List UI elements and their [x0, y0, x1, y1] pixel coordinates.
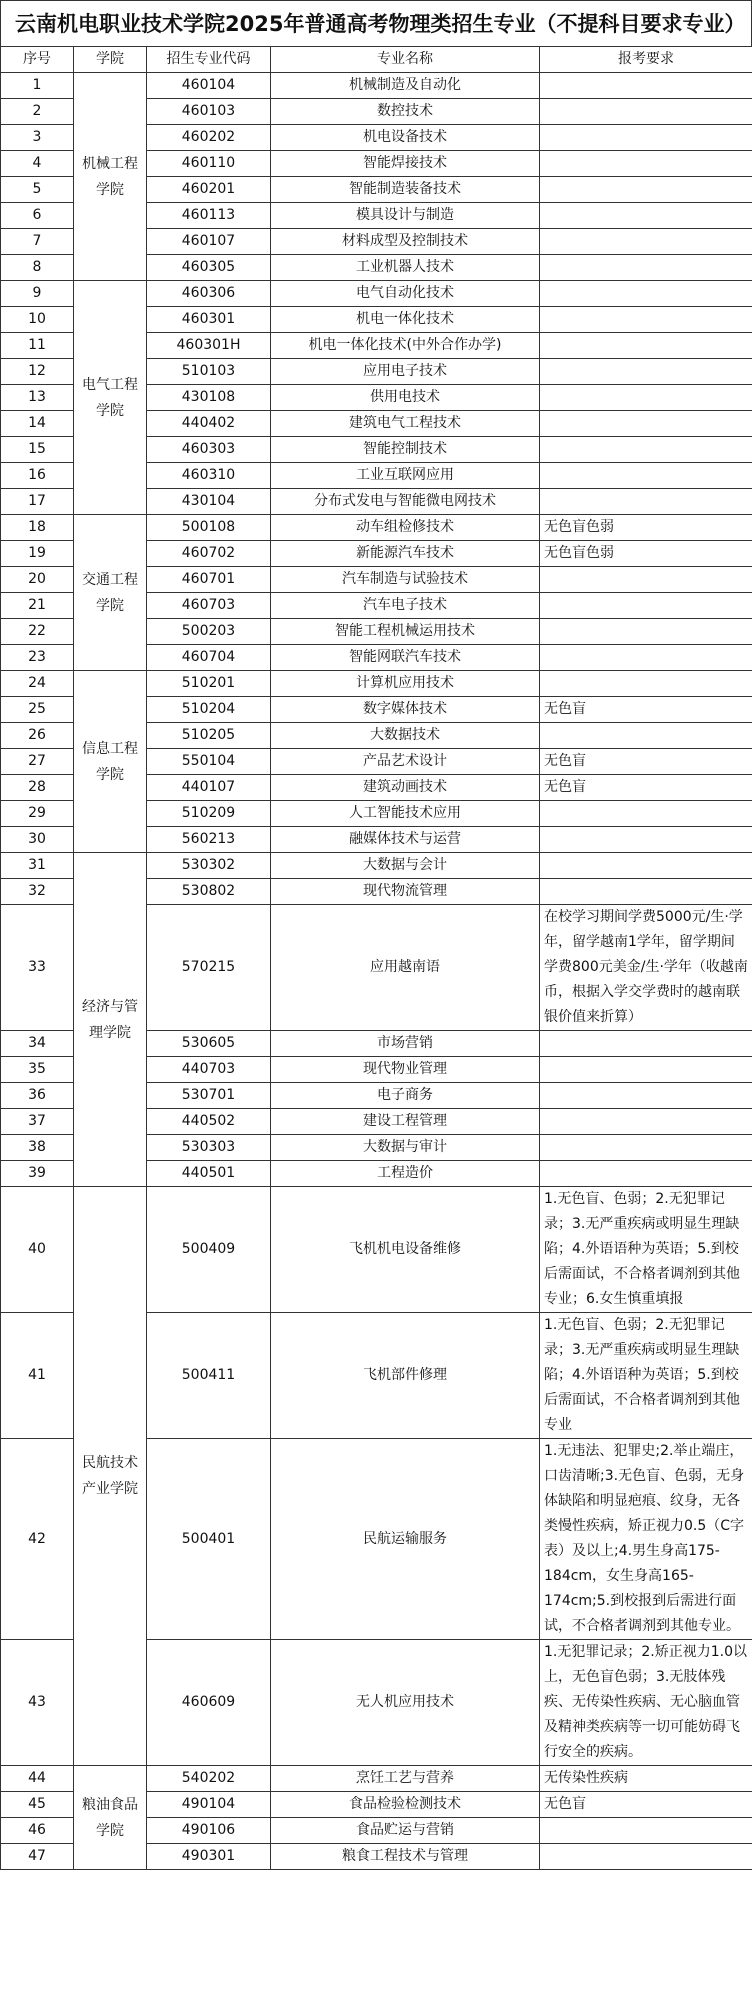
table-row [1, 1187, 752, 1313]
major-code: 440501 [147, 1161, 271, 1187]
requirements [540, 73, 752, 99]
major-name: 现代物业管理 [271, 1057, 540, 1083]
row-index: 10 [1, 307, 74, 333]
requirements: 无色盲 [540, 749, 752, 775]
major-name: 粮食工程技术与管理 [271, 1844, 540, 1870]
requirements [540, 827, 752, 853]
major-name: 汽车制造与试验技术 [271, 567, 540, 593]
requirements [540, 411, 752, 437]
major-code: 460107 [147, 229, 271, 255]
requirements [540, 177, 752, 203]
row-index: 33 [1, 905, 74, 1031]
major-name: 无人机应用技术 [271, 1640, 540, 1766]
requirements: 1.无违法、犯罪史;2.举止端庄，口齿清晰;3.无色盲、色弱，无身体缺陷和明显疤痕、纹身，无各类慢性疾病，矫正视力0.5（C字表）及以上;4.男生身高175-184cm，女生身高165-174cm;5.到校报到后需进行面试，不合格者调剂到其他专业。 [540, 1439, 752, 1640]
admission-table [0, 46, 752, 1870]
major-code: 560213 [147, 827, 271, 853]
requirements [540, 359, 752, 385]
major-code: 540202 [147, 1766, 271, 1792]
major-name: 食品检验检测技术 [271, 1792, 540, 1818]
requirements [540, 645, 752, 671]
requirements [540, 203, 752, 229]
major-name: 民航运输服务 [271, 1439, 540, 1640]
row-index: 32 [1, 879, 74, 905]
major-code: 460301H [147, 333, 271, 359]
row-index: 24 [1, 671, 74, 697]
major-name: 供用电技术 [271, 385, 540, 411]
major-name: 大数据技术 [271, 723, 540, 749]
row-index: 14 [1, 411, 74, 437]
requirements [540, 1161, 752, 1187]
row-index: 27 [1, 749, 74, 775]
requirements [540, 463, 752, 489]
row-index: 43 [1, 1640, 74, 1766]
requirements [540, 281, 752, 307]
major-name: 飞机机电设备维修 [271, 1187, 540, 1313]
row-index: 28 [1, 775, 74, 801]
major-name: 机电设备技术 [271, 125, 540, 151]
row-index: 20 [1, 567, 74, 593]
row-index: 21 [1, 593, 74, 619]
requirements [540, 567, 752, 593]
page-title: 云南机电职业技术学院2025年普通高考物理类招生专业（不提科目要求专业） [0, 0, 752, 46]
requirements [540, 671, 752, 697]
row-index: 11 [1, 333, 74, 359]
major-name: 建设工程管理 [271, 1109, 540, 1135]
row-index: 42 [1, 1439, 74, 1640]
row-index: 37 [1, 1109, 74, 1135]
major-code: 500203 [147, 619, 271, 645]
requirements [540, 1135, 752, 1161]
requirements [540, 723, 752, 749]
row-index: 36 [1, 1083, 74, 1109]
department-cell: 电气工程学院 [74, 281, 147, 515]
major-name: 电气自动化技术 [271, 281, 540, 307]
department-cell: 民航技术产业学院 [74, 1187, 147, 1766]
requirements: 无色盲色弱 [540, 541, 752, 567]
major-code: 490106 [147, 1818, 271, 1844]
row-index: 35 [1, 1057, 74, 1083]
requirements: 1.无色盲、色弱；2.无犯罪记录；3.无严重疾病或明显生理缺陷；4.外语语种为英语；5.到校后需面试，不合格者调剂到其他专业；6.女生慎重填报 [540, 1187, 752, 1313]
major-code: 460201 [147, 177, 271, 203]
major-name: 分布式发电与智能微电网技术 [271, 489, 540, 515]
major-name: 大数据与审计 [271, 1135, 540, 1161]
major-name: 动车组检修技术 [271, 515, 540, 541]
major-name: 建筑电气工程技术 [271, 411, 540, 437]
major-name: 人工智能技术应用 [271, 801, 540, 827]
major-code: 570215 [147, 905, 271, 1031]
major-name: 材料成型及控制技术 [271, 229, 540, 255]
table-body [1, 73, 752, 1870]
major-code: 460609 [147, 1640, 271, 1766]
row-index: 12 [1, 359, 74, 385]
requirements [540, 333, 752, 359]
header-department: 学院 [74, 47, 147, 73]
major-name: 电子商务 [271, 1083, 540, 1109]
row-index: 22 [1, 619, 74, 645]
requirements [540, 1083, 752, 1109]
major-code: 510103 [147, 359, 271, 385]
major-name: 计算机应用技术 [271, 671, 540, 697]
major-name: 食品贮运与营销 [271, 1818, 540, 1844]
major-code: 500409 [147, 1187, 271, 1313]
major-code: 460305 [147, 255, 271, 281]
row-index: 2 [1, 99, 74, 125]
row-index: 4 [1, 151, 74, 177]
department-cell: 粮油食品学院 [74, 1766, 147, 1870]
requirements [540, 307, 752, 333]
row-index: 25 [1, 697, 74, 723]
requirements [540, 593, 752, 619]
requirements [540, 1109, 752, 1135]
major-code: 500411 [147, 1313, 271, 1439]
requirements [540, 801, 752, 827]
row-index: 5 [1, 177, 74, 203]
major-name: 现代物流管理 [271, 879, 540, 905]
major-name: 应用电子技术 [271, 359, 540, 385]
major-code: 460702 [147, 541, 271, 567]
major-name: 工业机器人技术 [271, 255, 540, 281]
major-name: 飞机部件修理 [271, 1313, 540, 1439]
row-index: 39 [1, 1161, 74, 1187]
major-code: 510204 [147, 697, 271, 723]
row-index: 9 [1, 281, 74, 307]
major-code: 460310 [147, 463, 271, 489]
requirements [540, 489, 752, 515]
major-name: 智能控制技术 [271, 437, 540, 463]
major-code: 460301 [147, 307, 271, 333]
major-code: 430108 [147, 385, 271, 411]
row-index: 15 [1, 437, 74, 463]
requirements [540, 99, 752, 125]
header-requirements: 报考要求 [540, 47, 752, 73]
major-code: 460103 [147, 99, 271, 125]
table-row [1, 281, 752, 307]
row-index: 41 [1, 1313, 74, 1439]
row-index: 34 [1, 1031, 74, 1057]
major-code: 460104 [147, 73, 271, 99]
department-cell: 经济与管理学院 [74, 853, 147, 1187]
requirements: 在校学习期间学费5000元/生·学年，留学越南1学年，留学期间学费800元美金/生·学年（收越南币，根据入学交学费时的越南联银价值来折算） [540, 905, 752, 1031]
major-code: 510209 [147, 801, 271, 827]
major-name: 模具设计与制造 [271, 203, 540, 229]
major-name: 机电一体化技术(中外合作办学) [271, 333, 540, 359]
major-code: 510201 [147, 671, 271, 697]
major-code: 460110 [147, 151, 271, 177]
major-name: 汽车电子技术 [271, 593, 540, 619]
major-code: 460202 [147, 125, 271, 151]
requirements [540, 879, 752, 905]
row-index: 6 [1, 203, 74, 229]
row-index: 13 [1, 385, 74, 411]
table-header-row [1, 47, 752, 73]
major-name: 智能制造装备技术 [271, 177, 540, 203]
major-name: 工程造价 [271, 1161, 540, 1187]
header-major-name: 专业名称 [271, 47, 540, 73]
major-code: 460704 [147, 645, 271, 671]
requirements [540, 229, 752, 255]
major-name: 智能网联汽车技术 [271, 645, 540, 671]
header-major-code: 招生专业代码 [147, 47, 271, 73]
major-code: 530802 [147, 879, 271, 905]
row-index: 16 [1, 463, 74, 489]
row-index: 19 [1, 541, 74, 567]
major-name: 工业互联网应用 [271, 463, 540, 489]
requirements [540, 853, 752, 879]
major-name: 数字媒体技术 [271, 697, 540, 723]
row-index: 30 [1, 827, 74, 853]
requirements [540, 125, 752, 151]
row-index: 44 [1, 1766, 74, 1792]
major-name: 应用越南语 [271, 905, 540, 1031]
table-row [1, 515, 752, 541]
requirements [540, 619, 752, 645]
major-name: 智能焊接技术 [271, 151, 540, 177]
row-index: 29 [1, 801, 74, 827]
major-code: 440402 [147, 411, 271, 437]
major-code: 460303 [147, 437, 271, 463]
requirements [540, 1818, 752, 1844]
requirements: 无色盲 [540, 1792, 752, 1818]
requirements: 1.无色盲、色弱；2.无犯罪记录；3.无严重疾病或明显生理缺陷；4.外语语种为英语；5.到校后需面试，不合格者调剂到其他专业 [540, 1313, 752, 1439]
major-code: 530302 [147, 853, 271, 879]
requirements [540, 1844, 752, 1870]
row-index: 17 [1, 489, 74, 515]
row-index: 1 [1, 73, 74, 99]
major-name: 数控技术 [271, 99, 540, 125]
major-code: 500108 [147, 515, 271, 541]
requirements [540, 1057, 752, 1083]
major-name: 建筑动画技术 [271, 775, 540, 801]
table-row [1, 671, 752, 697]
major-name: 大数据与会计 [271, 853, 540, 879]
major-code: 460306 [147, 281, 271, 307]
requirements [540, 1031, 752, 1057]
major-name: 融媒体技术与运营 [271, 827, 540, 853]
major-code: 510205 [147, 723, 271, 749]
requirements: 无传染性疾病 [540, 1766, 752, 1792]
major-code: 440107 [147, 775, 271, 801]
header-index: 序号 [1, 47, 74, 73]
requirements: 无色盲色弱 [540, 515, 752, 541]
major-code: 430104 [147, 489, 271, 515]
table-row [1, 73, 752, 99]
row-index: 47 [1, 1844, 74, 1870]
row-index: 45 [1, 1792, 74, 1818]
row-index: 23 [1, 645, 74, 671]
row-index: 18 [1, 515, 74, 541]
requirements [540, 255, 752, 281]
major-code: 440703 [147, 1057, 271, 1083]
major-name: 烹饪工艺与营养 [271, 1766, 540, 1792]
row-index: 46 [1, 1818, 74, 1844]
major-code: 500401 [147, 1439, 271, 1640]
department-cell: 机械工程学院 [74, 73, 147, 281]
table-row [1, 1766, 752, 1792]
major-code: 530605 [147, 1031, 271, 1057]
row-index: 26 [1, 723, 74, 749]
requirements: 1.无犯罪记录；2.矫正视力1.0以上，无色盲色弱；3.无肢体残疾、无传染性疾病、无心脑血管及精神类疾病等一切可能妨碍飞行安全的疾病。 [540, 1640, 752, 1766]
major-code: 460701 [147, 567, 271, 593]
major-name: 智能工程机械运用技术 [271, 619, 540, 645]
row-index: 40 [1, 1187, 74, 1313]
row-index: 38 [1, 1135, 74, 1161]
requirements: 无色盲 [540, 697, 752, 723]
major-name: 机电一体化技术 [271, 307, 540, 333]
row-index: 7 [1, 229, 74, 255]
major-code: 530303 [147, 1135, 271, 1161]
major-name: 新能源汽车技术 [271, 541, 540, 567]
requirements [540, 437, 752, 463]
major-code: 530701 [147, 1083, 271, 1109]
department-cell: 信息工程学院 [74, 671, 147, 853]
row-index: 3 [1, 125, 74, 151]
major-code: 460703 [147, 593, 271, 619]
major-code: 490301 [147, 1844, 271, 1870]
major-name: 产品艺术设计 [271, 749, 540, 775]
row-index: 8 [1, 255, 74, 281]
major-code: 460113 [147, 203, 271, 229]
table-row [1, 853, 752, 879]
major-code: 440502 [147, 1109, 271, 1135]
major-name: 市场营销 [271, 1031, 540, 1057]
requirements [540, 385, 752, 411]
row-index: 31 [1, 853, 74, 879]
requirements [540, 151, 752, 177]
major-name: 机械制造及自动化 [271, 73, 540, 99]
major-code: 550104 [147, 749, 271, 775]
major-code: 490104 [147, 1792, 271, 1818]
requirements: 无色盲 [540, 775, 752, 801]
department-cell: 交通工程学院 [74, 515, 147, 671]
